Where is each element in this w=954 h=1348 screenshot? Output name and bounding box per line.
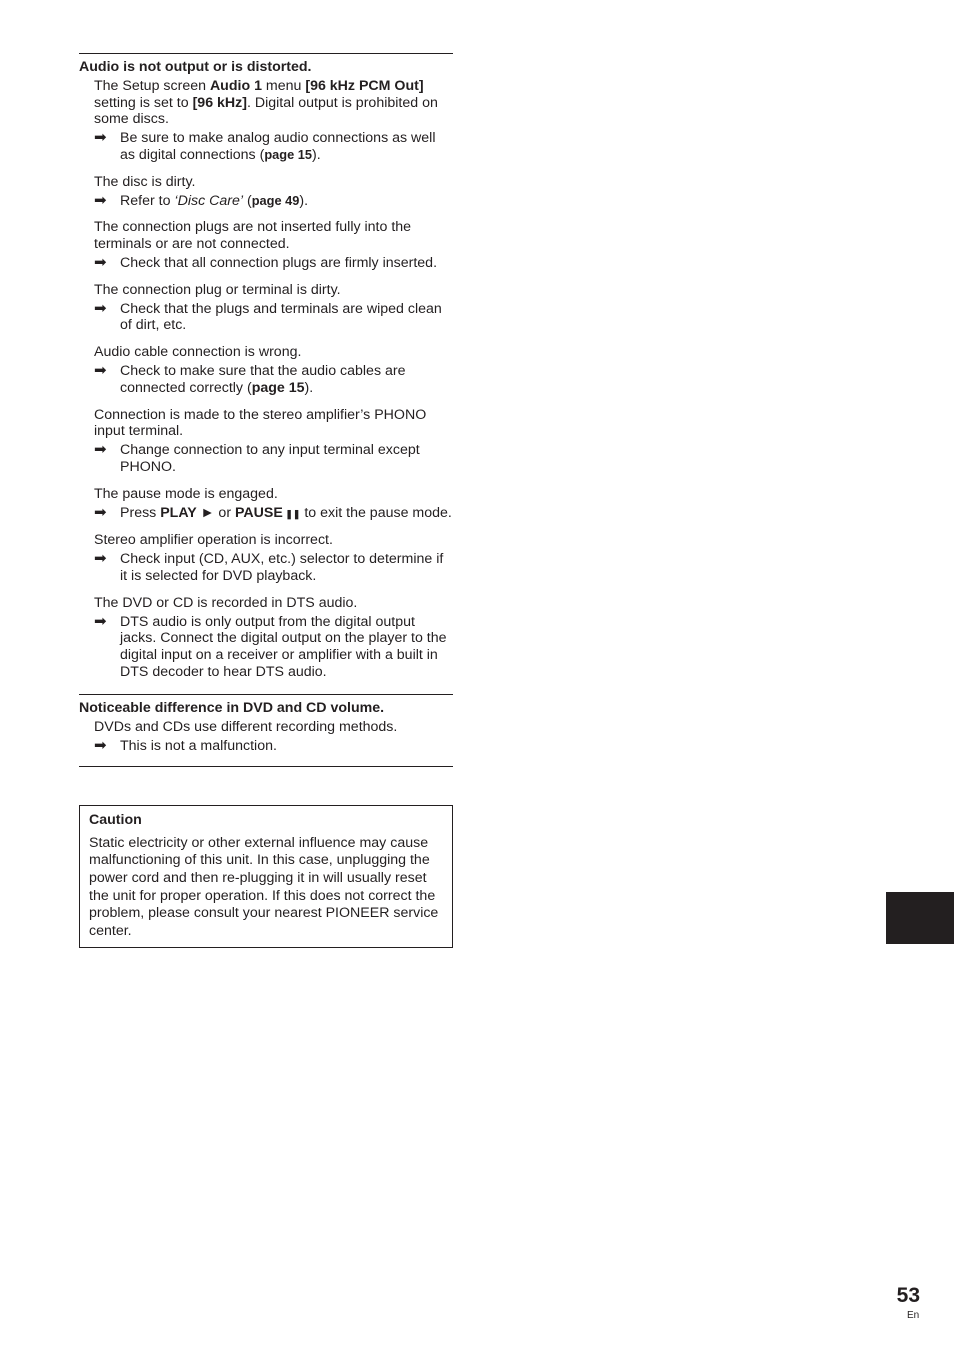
section-heading: Noticeable difference in DVD and CD volume. xyxy=(79,699,385,716)
fix-text xyxy=(94,442,453,476)
text-run: ( xyxy=(243,192,252,209)
fix-text xyxy=(94,551,453,585)
issue-pause-mode xyxy=(94,486,453,523)
text-run: The Setup screen xyxy=(94,77,210,94)
section-reference: ‘Disc Care’ xyxy=(174,192,244,209)
text-run: ). xyxy=(299,192,309,209)
caution-box xyxy=(79,805,453,948)
arrow-icon: ➡ xyxy=(94,612,107,630)
cause-text: The DVD or CD is recorded in DTS audio. xyxy=(94,594,358,611)
page-number: 53 xyxy=(896,1284,920,1307)
chapter-tab xyxy=(886,892,954,944)
caution-title: Caution xyxy=(89,812,142,828)
issue-96khz xyxy=(94,78,453,164)
troubleshooting-column xyxy=(79,53,453,767)
arrow-icon: ➡ xyxy=(94,129,107,147)
issue-plug-dirty xyxy=(94,282,453,334)
text-run: Check that all connection plugs are firmly inserted. xyxy=(120,254,438,271)
page-reference: page 49 xyxy=(251,192,300,208)
text-run: ). xyxy=(312,146,321,163)
issue-dts-audio xyxy=(94,595,453,681)
pause-icon: ❚❚ xyxy=(282,508,301,519)
page-reference: page 15 xyxy=(251,379,305,396)
fix-text xyxy=(94,505,453,523)
text-run: Be sure to make analog audio connections as well as digital connections ( xyxy=(120,130,436,163)
text-run: menu xyxy=(261,77,306,94)
text-run: Check input (CD, AUX, etc.) selector to determine if it is selected for DVD playback. xyxy=(120,551,444,584)
issue-plugs-not-inserted xyxy=(94,219,453,271)
fix-text xyxy=(94,738,453,755)
fix-text xyxy=(94,193,453,210)
text-run: Press xyxy=(120,504,161,521)
arrow-icon: ➡ xyxy=(94,441,107,459)
arrow-icon: ➡ xyxy=(94,191,107,209)
fix-text xyxy=(94,301,453,335)
language-code: En xyxy=(907,1310,920,1321)
cause-text xyxy=(94,78,453,128)
section-volume-difference xyxy=(79,694,453,767)
pause-button-label: PAUSE xyxy=(234,504,283,521)
cause-text: Stereo amplifier operation is incorrect. xyxy=(94,532,333,549)
fix-text xyxy=(94,614,453,681)
cause-text: Audio cable connection is wrong. xyxy=(94,344,302,361)
issue-disc-dirty xyxy=(94,174,453,210)
page-reference: page 15 xyxy=(264,146,312,162)
issue-amplifier-operation xyxy=(94,532,453,584)
section-heading: Audio is not output or is distorted. xyxy=(79,59,312,75)
fix-text xyxy=(94,130,453,164)
setting-value: [96 kHz] xyxy=(192,94,247,111)
text-run: . Digital output is prohibited on some discs. xyxy=(94,94,438,128)
section-audio-not-output xyxy=(79,53,453,694)
text-run: ). xyxy=(304,379,314,396)
cause-text: The connection plug or terminal is dirty. xyxy=(94,281,341,298)
issue-cable-wrong xyxy=(94,344,453,396)
issue-recording-methods xyxy=(94,719,453,756)
cause-text: Connection is made to the stereo amplifier’s PHONO input terminal. xyxy=(94,406,427,440)
arrow-icon: ➡ xyxy=(94,253,107,271)
arrow-icon: ➡ xyxy=(94,361,107,379)
menu-name: Audio 1 xyxy=(209,77,262,94)
text-run: Change connection to any input terminal except PHONO. xyxy=(120,442,420,475)
play-button-label: PLAY ► xyxy=(160,504,215,521)
text-run: setting is set to xyxy=(94,94,193,111)
issue-phono-input xyxy=(94,407,453,476)
cause-text: The pause mode is engaged. xyxy=(94,485,278,502)
text-run: Check that the plugs and terminals are wiped clean of dirt, etc. xyxy=(120,300,442,334)
text-run: Check to make sure that the audio cables are connected correctly ( xyxy=(120,362,406,396)
text-run: This is not a malfunction. xyxy=(120,738,277,755)
arrow-icon: ➡ xyxy=(94,503,107,521)
setting-name: [96 kHz PCM Out] xyxy=(305,77,424,94)
arrow-icon: ➡ xyxy=(94,737,107,755)
text-run: or xyxy=(214,504,235,521)
text-run: DTS audio is only output from the digital output jacks. Connect the digital output on the player to the digital input on a receiver or amplifier with a built in DTS decoder to hear DTS audio. xyxy=(120,613,447,680)
arrow-icon: ➡ xyxy=(94,550,107,568)
fix-text xyxy=(94,255,453,272)
cause-text: The connection plugs are not inserted fully into the terminals or are not connected. xyxy=(94,219,412,253)
fix-text xyxy=(94,363,453,397)
caution-body: Static electricity or other external influence may cause malfunctioning of this unit. In this case, unplugging the power cord and then re-plugging it in will usually reset the unit for proper operation. If this does not correct the problem, please consult your nearest PIONEER service center. xyxy=(89,834,439,939)
cause-text: The disc is dirty. xyxy=(94,173,196,190)
text-run: Refer to xyxy=(120,192,175,209)
arrow-icon: ➡ xyxy=(94,299,107,317)
text-run: to exit the pause mode. xyxy=(300,504,452,521)
cause-text: DVDs and CDs use different recording methods. xyxy=(94,718,398,735)
